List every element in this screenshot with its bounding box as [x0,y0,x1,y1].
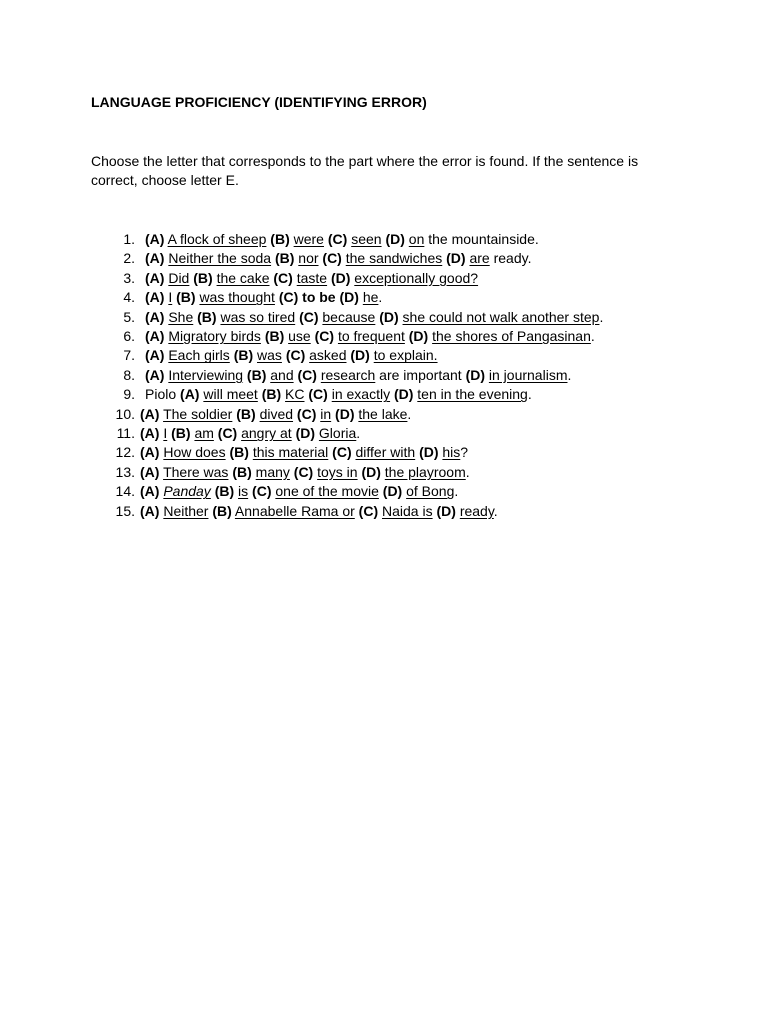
choice-letter: (C) [296,405,317,422]
choice-letter: (B) [197,308,217,325]
choice-letter: (B) [261,386,282,403]
question-number: 11. [116,425,135,442]
underlined-segment: Interviewing [168,366,244,383]
choice-letter: (B) [171,425,191,442]
choice-letter: (A) [140,425,160,442]
question-number: 8. [123,366,135,383]
underlined-segment: Panday [163,483,211,500]
choice-letter: (A) [180,386,200,403]
underlined-segment: toys in [317,463,358,480]
question-text [140,463,470,482]
question-item [91,443,731,462]
underlined-segment: were [293,231,324,247]
plain-text: . [527,386,532,403]
underlined-segment: differ with [355,444,416,461]
choice-letter: (C) [314,328,335,345]
choice-letter: (A) [145,289,165,306]
underlined-segment: KC [285,386,305,403]
choice-letter: (D) [385,231,405,247]
choice-letter: (A) [145,308,165,325]
underlined-segment: seen [351,231,382,247]
choice-letter: (D) [361,463,381,480]
choice-letter: (A) [145,269,165,286]
choice-letter: (A) [145,231,165,247]
underlined-segment: the shores of Pangasinan [432,328,591,345]
question-item [91,230,731,249]
underlined-segment: was [257,347,282,364]
choice-letter: (B) [193,269,213,286]
choice-letter: (C) [273,269,293,286]
underlined-segment: Annabelle Rama or [234,502,355,519]
plain-text: . [407,405,412,422]
question-item [91,482,731,501]
underlined-segment: ten in the evening [417,386,528,403]
question-item [91,502,731,521]
choice-letter: (A) [140,502,160,519]
choice-letter: (B) [236,405,256,422]
question-text [145,366,571,385]
underlined-segment: many [255,463,290,480]
choice-letter: (D) [350,347,370,364]
question-text [145,385,532,404]
question-number: 12. [115,444,135,461]
question-number: 13. [115,463,135,480]
choice-letter: to be [302,289,336,306]
choice-letter: (D) [446,250,466,267]
choice-letter: (D) [335,405,355,422]
question-item [91,424,731,443]
underlined-segment: Naida is [382,502,433,519]
underlined-segment: taste [296,269,328,286]
question-text [145,346,438,365]
question-text [140,502,498,521]
underlined-segment: I [163,425,168,442]
choice-letter: (D) [393,386,414,403]
underlined-segment: asked [309,347,347,364]
plain-text: . [590,328,595,345]
question-item [91,308,731,327]
question-text [145,230,539,249]
underlined-segment: because [322,308,376,325]
question-number: 15. [115,502,135,519]
choice-letter: (A) [140,405,160,422]
plain-text: Piolo [145,386,181,403]
plain-text: the mountainside. [424,231,539,247]
plain-text: . [493,502,498,519]
question-item [91,249,731,268]
underlined-segment: this material [252,444,329,461]
underlined-segment: the cake [216,269,270,286]
underlined-segment: in journalism [488,366,568,383]
question-item [91,288,731,307]
underlined-segment: one of the movie [275,483,379,500]
underlined-segment: The soldier [163,405,233,422]
question-list [91,230,731,521]
question-text [145,249,531,268]
question-item [91,366,731,385]
question-text [145,288,382,307]
choice-letter: (A) [145,250,165,267]
underlined-segment: Each girls [168,347,230,364]
choice-letter: (B) [232,463,252,480]
underlined-segment: and [270,366,294,383]
choice-letter: (B) [270,231,290,247]
question-number: 10. [115,405,135,422]
underlined-segment: are [469,250,490,267]
underlined-segment: is [238,483,249,500]
choice-letter: (D) [379,308,399,325]
question-item [91,463,731,482]
choice-letter: (C) [293,463,314,480]
choice-letter: (D) [419,444,439,461]
choice-letter: (D) [465,366,485,383]
question-number: 9. [123,386,135,403]
choice-letter: (C) [327,231,348,247]
question-item [91,346,731,365]
choice-letter: (C) [299,308,319,325]
underlined-segment: to frequent [337,328,405,345]
choice-letter: (A) [140,444,160,461]
underlined-segment: in exactly [331,386,391,403]
underlined-segment: angry at [241,425,292,442]
underlined-segment: am [194,425,214,442]
choice-letter: (C) [322,250,342,267]
choice-letter: (C) [217,425,238,442]
underlined-segment: Neither [163,502,209,519]
question-item [91,385,731,404]
underlined-segment: was so tired [220,308,296,325]
plain-text: . [599,308,604,325]
choice-letter: (C) [308,386,328,403]
underlined-segment: she could not walk another step [402,308,600,325]
choice-letter: (C) [358,502,379,519]
question-text [145,308,603,327]
choice-letter: (B) [212,502,232,519]
underlined-segment: How does [163,444,226,461]
underlined-segment: will meet [203,386,258,403]
choice-letter: (B) [229,444,249,461]
underlined-segment: Gloria [318,425,357,442]
choice-letter: (C) [332,444,352,461]
plain-text: ? [460,444,469,461]
question-text [140,443,468,462]
plain-text: . [567,366,572,383]
underlined-segment: was thought [199,289,275,306]
underlined-segment: the sandwiches [345,250,443,267]
question-number: 7. [123,347,135,364]
underlined-segment: use [288,328,311,345]
underlined-segment: research [320,366,376,383]
choice-letter: (A) [145,366,165,383]
plain-text: . [465,463,470,480]
question-text [140,482,458,501]
choice-letter: (B) [264,328,285,345]
underlined-segment: There was [163,463,229,480]
question-number: 6. [123,328,135,345]
underlined-segment: ready [459,502,494,519]
underlined-segment: I [168,289,173,306]
choice-letter: (B) [274,250,295,267]
underlined-segment: Migratory birds [168,328,261,345]
question-text [140,405,411,424]
instructions-paragraph: Choose the letter that corresponds to the part where the error is found. If the sentence is correct, choose letter E. [91,153,639,188]
question-number: 5. [123,308,135,325]
question-number: 3. [123,269,135,286]
choice-letter: (C) [297,366,317,383]
underlined-segment: in [320,405,332,422]
choice-letter: (D) [382,483,403,500]
choice-letter: (B) [214,483,235,500]
choice-letter: (B) [233,347,254,364]
question-text [145,269,478,288]
choice-letter: (D) [339,289,359,306]
question-item [91,405,731,424]
underlined-segment: nor [298,250,319,267]
question-item [91,269,731,288]
underlined-segment: Did [168,269,190,286]
plain-text: . [356,425,361,442]
underlined-segment: the lake [358,405,408,422]
page-title: LANGUAGE PROFICIENCY (IDENTIFYING ERROR) [91,94,427,110]
question-number: 14. [115,483,135,500]
choice-letter: (C) [252,483,272,500]
underlined-segment: Neither the soda [168,250,272,267]
underlined-segment: the playroom [384,463,466,480]
underlined-segment: to explain. [373,347,438,364]
plain-text: . [378,289,383,306]
choice-letter: (C) [285,347,306,364]
choice-letter: (A) [145,347,165,364]
question-text [145,327,595,346]
choice-letter: (A) [140,463,160,480]
choice-letter: (B) [246,366,267,383]
choice-letter: (D) [436,502,456,519]
question-number: 2. [123,250,135,267]
question-item [91,327,731,346]
question-number: 4. [123,289,135,306]
choice-letter: (D) [295,425,316,442]
underlined-segment: he [362,289,379,306]
plain-text: . [454,483,459,500]
underlined-segment: of Bong [406,483,455,500]
underlined-segment: dived [259,405,294,422]
question-text [140,424,360,443]
underlined-segment: She [168,308,194,325]
question-number: 1. [123,231,135,247]
underlined-segment: exceptionally good? [354,269,479,286]
choice-letter: (A) [145,328,165,345]
choice-letter: (C) [278,289,299,306]
underlined-segment: on [408,231,425,247]
choice-letter: (A) [140,483,160,500]
choice-letter: (B) [176,289,196,306]
choice-letter: (D) [330,269,351,286]
choice-letter: (D) [408,328,429,345]
underlined-segment: his [442,444,461,461]
underlined-segment: A flock of sheep [167,231,267,247]
plain-text: are important [375,366,466,383]
plain-text: ready. [489,250,532,267]
